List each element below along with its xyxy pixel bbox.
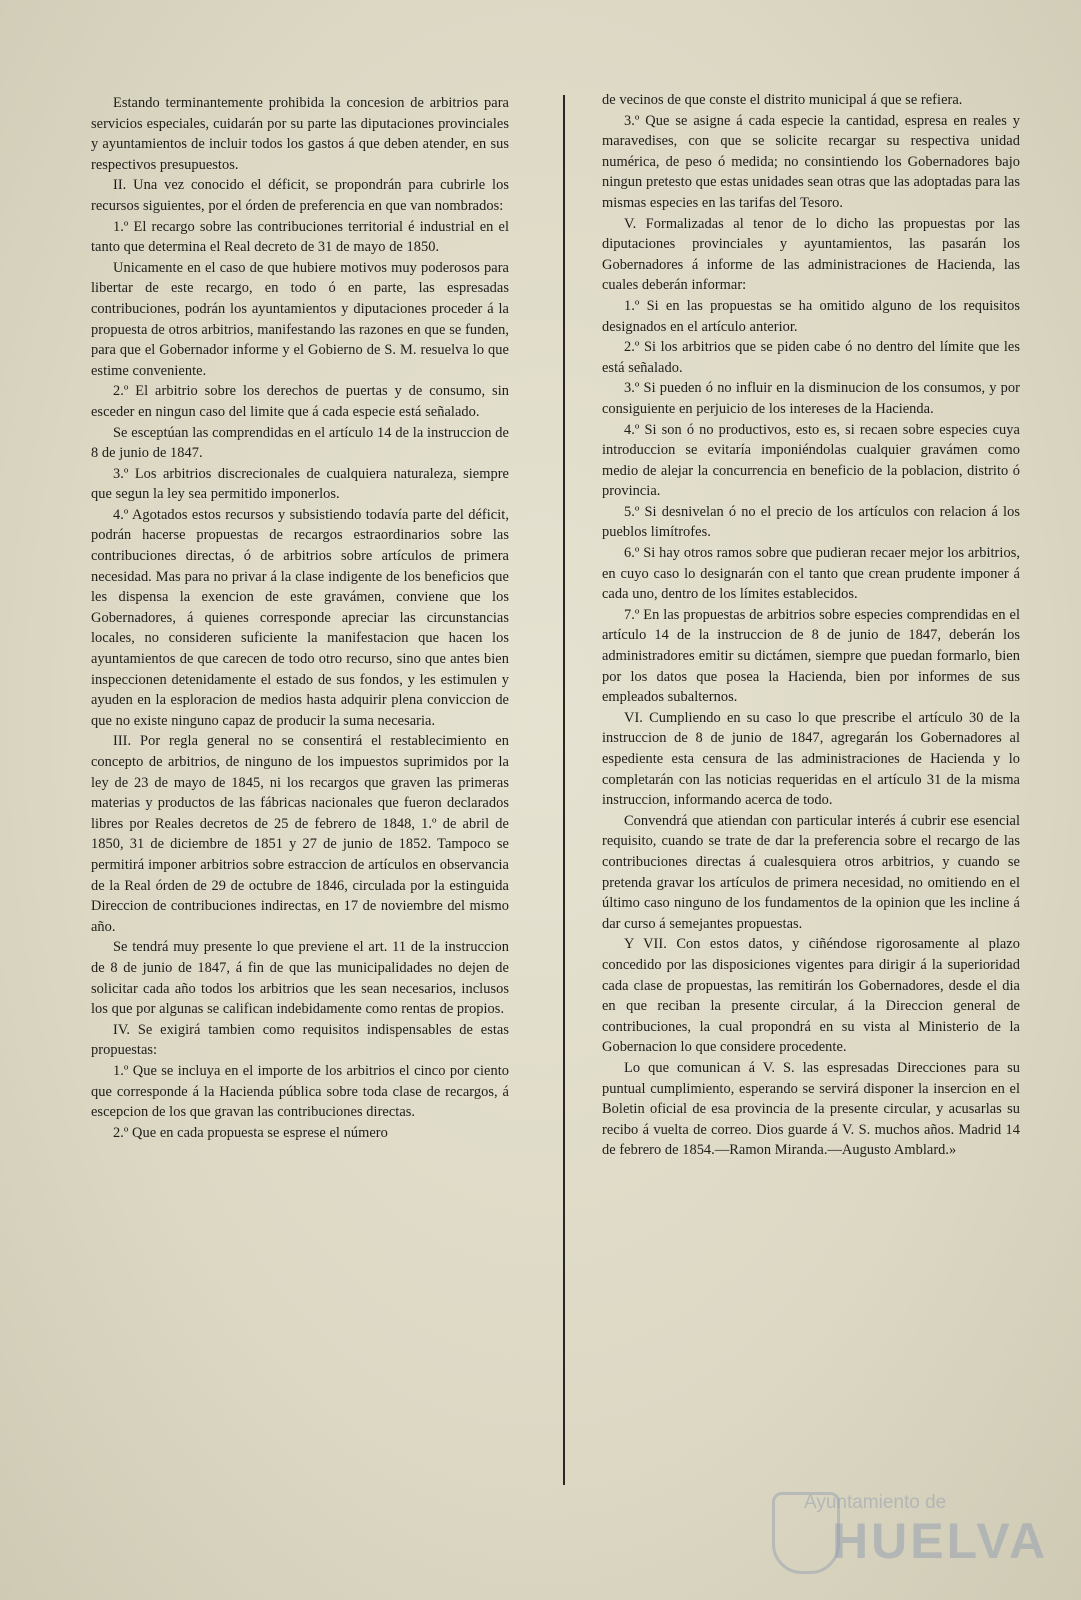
paragraph: 2.º Si los arbitrios que se piden cabe ó no dentro del límite que les está señalado. <box>602 339 1020 376</box>
paragraph: 6.º Si hay otros ramos sobre que pudieran recaer mejor los arbitrios, en cuyo caso lo designarán con el tanto que crean prudente imponer á cada uno, dentro de los límites establecidos. <box>602 545 1020 603</box>
paragraph: 2.º Que en cada propuesta se esprese el número <box>113 1124 388 1141</box>
paragraph: Se tendrá muy presente lo que previene el art. 11 de la instruccion de 8 de junio de 1847, á fin de que las municipalidades no dejen de solicitar cada año todos los arbitrios que les sean necesarios, inclusos los que por algunas se califican indebidamente como rentas de propios. <box>91 939 509 1018</box>
paragraph: Lo que comunican á V. S. las espresadas Direcciones para su puntual cumplimiento, esperando se servirá disponer la insercion en el Boletin oficial de esa provincia de la presente circular, y acusarlas su recibo á vuelta de correo. Dios guarde á V. S. muchos años. Madrid 14 de febrero de 1854.—Ramon Miranda.—Augusto Amblard.» <box>602 1059 1020 1159</box>
paragraph: 7.º En las propuestas de arbitrios sobre especies comprendidas en el artículo 14 de la instruccion de 8 de junio de 1847, deberán los administradores emitir su dictámen, siempre que puedan formarlo, bien por los datos que posea la Hacienda, bien por informes de sus empleados subalternos. <box>602 606 1020 706</box>
paragraph: 2.º El arbitrio sobre los derechos de puertas y de consumo, sin esceder en ningun caso del limite que á cada especie está señalado. <box>91 383 509 420</box>
paragraph: III. Por regla general no se consentirá el restablecimiento en concepto de arbitrios, de ninguno de los impuestos suprimidos por la ley de 23 de mayo de 1845, ni los recargos que graven las primeras materias y productos de las fábricas nacionales que fueron declarados libres por Reales decretos de 25 de febrero de 1848, 1.º de abril de 1850, 31 de diciembre de 1851 y 27 de junio de 1852. Tampoco se permitirá imponer arbitrios sobre estraccion de artículos en observancia de la Real órden de 29 de octubre de 1846, circulada por la estinguida Direccion de contribuciones indirectas, en 17 de noviembre del mismo año. <box>91 733 509 935</box>
watermark-line1: Ayuntamiento de <box>804 1492 947 1513</box>
paragraph: V. Formalizadas al tenor de lo dicho las propuestas por las diputaciones provinciales y ayuntamientos, las pasarán los Gobernadores á informe de las administraciones de Hacienda, las cuales deberán informar: <box>602 215 1020 294</box>
paragraph: 3.º Que se asigne á cada especie la cantidad, espresa en reales y maravedises, con que se solicite recargar su respectiva unidad numérica, de peso ó medida; no consintiendo los Gobernadores bajo ningun pretesto que estas unidades sean otras que las adoptadas para las mismas especies en las tarifas del Tesoro. <box>602 112 1020 211</box>
paragraph: Y VII. Con estos datos, y ciñéndose rigorosamente al plazo concedido por las disposiciones vigentes para dirigir á la superioridad cada clase de propuestas, las remitirán los Gobernadores, desde el dia en que reciban la presente circular, á la Direccion general de contribuciones, la cual propondrá en su vista al Ministerio de la Gobernacion lo que considere procedente. <box>602 936 1020 1056</box>
paragraph: 3.º Si pueden ó no influir en la disminucion de los consumos, y por consiguiente en perjuicio de los intereses de la Hacienda. <box>602 380 1020 417</box>
watermark-line2: HUELVA <box>832 1513 1049 1569</box>
paragraph: II. Una vez conocido el déficit, se propondrán para cubrirle los recursos siguientes, por el órden de preferencia en que van nombrados: <box>91 177 509 214</box>
paragraph: VI. Cumpliendo en su caso lo que prescribe el artículo 30 de la instruccion de 8 de junio de 1847, agregarán los Gobernadores al espediente esta censura de las administraciones de Hacienda y lo completarán con las noticias requeridas en el artículo 31 de la misma instruccion, informando acerca de todo. <box>602 709 1020 809</box>
paragraph: Se esceptúan las comprendidas en el artículo 14 de la instruccion de 8 de junio de 1847. <box>91 424 509 462</box>
paragraph: 1.º Si en las propuestas se ha omitido alguno de los requisitos designados en el artículo anterior. <box>602 297 1020 335</box>
paragraph: 3.º Los arbitrios discrecionales de cualquiera naturaleza, siempre que segun la ley sea permitido imponerlos. <box>91 465 509 503</box>
paragraph: Estando terminantemente prohibida la concesion de arbitrios para servicios especiales, cuidarán por su parte las diputaciones provinciales y ayuntamientos de incluir todos los gastos á que deben atender, en sus respectivos presupuestos. <box>91 95 509 173</box>
paragraph: 5.º Si desnivelan ó no el precio de los artículos con relacion á los pueblos limítrofes. <box>602 503 1020 541</box>
paragraph: 4.º Si son ó no productivos, esto es, si recaen sobre especies cuya introduccion se evitaría imponiéndolas cualquier gravámen como medio de alejar la concurrencia en beneficio de la poblacion, distrito ó provincia. <box>602 421 1020 500</box>
paragraph: de vecinos de que conste el distrito municipal á que se refiera. <box>602 92 963 108</box>
paragraph: IV. Se exigirá tambien como requisitos indispensables de estas propuestas: <box>91 1021 509 1059</box>
watermark-logo <box>772 1486 1049 1576</box>
paragraph: 4.º Agotados estos recursos y subsistiendo todavía parte del déficit, podrán hacerse propuestas de recargos estraordinarios sobre las contribuciones directas, ó de arbitrios sobre artículos de primera necesidad. Mas para no privar á la clase indigente de los beneficios que les dispensa la exencion de este gravámen, conviene que los Gobernadores, á quienes corresponde apreciar las circunstancias locales, no consideren suficiente la manifestacion que hacen los ayuntamientos de que carecen de todo otro recurso, sino que antes bien inspeccionen detenidamente el estado de sus fondos, y les estimulen y ayuden en la esploracion de medios hasta adquirir plena conviccion de que no existe ninguno capaz de producir la suma necesaria. <box>91 506 509 729</box>
left-column <box>91 93 509 1143</box>
paragraph: Unicamente en el caso de que hubiere motivos muy poderosos para libertar de este recargo, en todo ó en parte, las espresadas contribuciones, podrán los ayuntamientos y diputaciones proceder á la propuesta de otros arbitrios, manifestando las razones en que se funden, para que el Gobernador informe y el Gobierno de S. M. resuelva lo que estime conveniente. <box>91 259 509 379</box>
paragraph: Convendrá que atiendan con particular interés á cubrir ese esencial requisito, cuando se trate de dar la preferencia sobre el recargo de las contribuciones directas á cualesquiera otros arbitrios, y cuando se pretenda gravar los artículos de primera necesidad, no omitiendo en el último caso ninguno de los fundamentos de la opinion que les incline á dar curso á semejantes propuestas. <box>602 812 1020 932</box>
column-divider <box>563 95 565 1485</box>
paragraph: 1.º El recargo sobre las contribuciones territorial é industrial en el tanto que determina el Real decreto de 31 de mayo de 1850. <box>91 218 509 256</box>
right-column <box>602 90 1020 1161</box>
paragraph: 1.º Que se incluya en el importe de los arbitrios el cinco por ciento que corresponde á la Hacienda pública sobre toda clase de recargos, á escepcion de los que gravan las contribuciones directas. <box>91 1062 509 1121</box>
